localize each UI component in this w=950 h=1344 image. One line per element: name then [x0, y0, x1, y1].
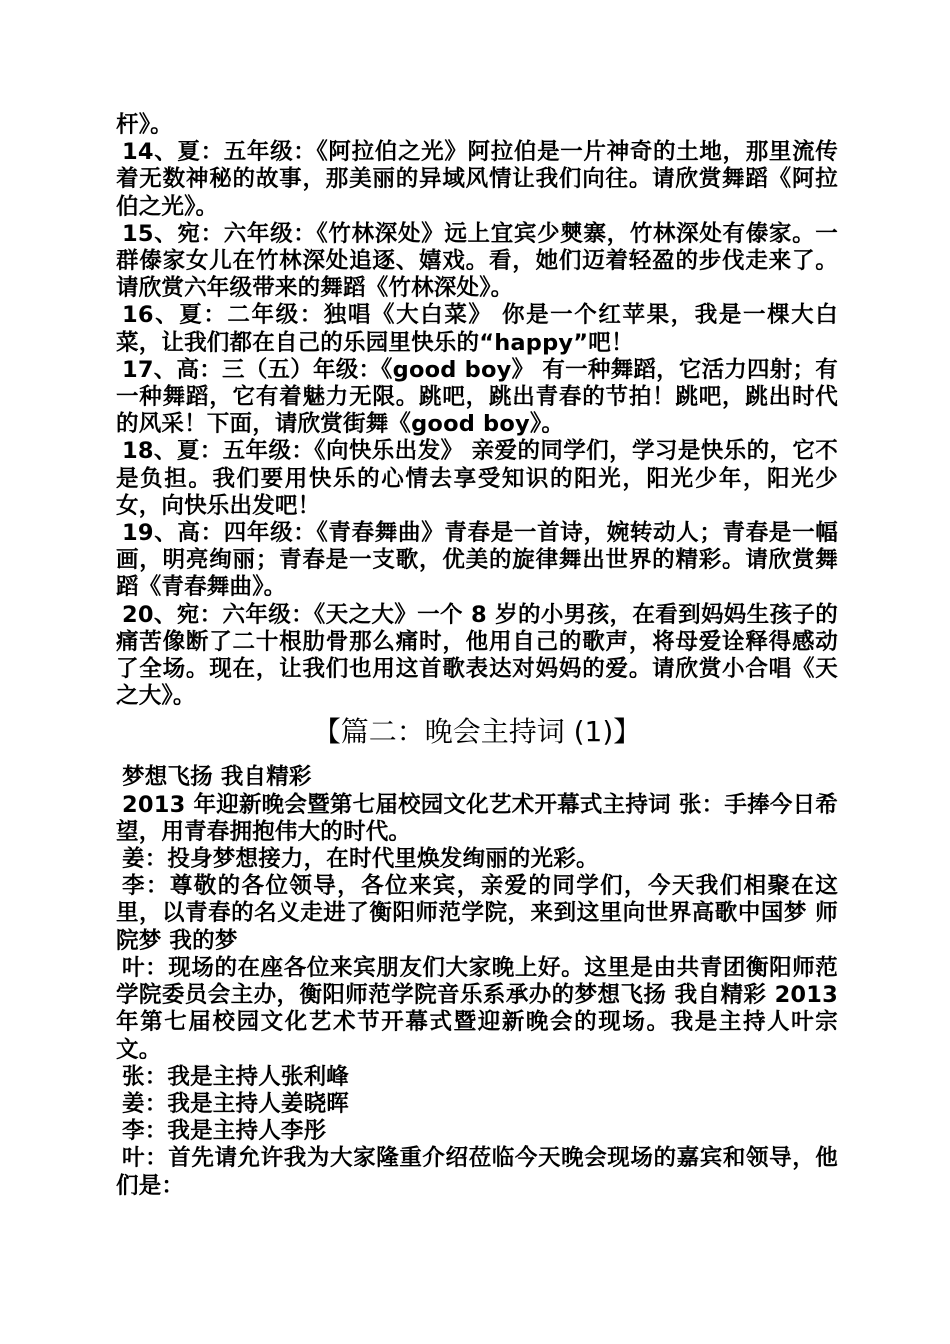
paragraph-item-19: 19、高：四年级：《青春舞曲》青春是一首诗，婉转动人；青春是一幅画，明亮绚丽；青春是一支歌，优美的旋律舞出世界的精彩。请欣赏舞蹈《青春舞曲》。 [116, 520, 838, 601]
paragraph-item-14: 14、夏：五年级：《阿拉伯之光》阿拉伯是一片神奇的土地，那里流传着无数神秘的故事，那美丽的异域风情让我们向往。请欣赏舞蹈《阿拉伯之光》。 [116, 139, 838, 220]
paragraph-item-20: 20、宛：六年级：《天之大》一个 8 岁的小男孩，在看到妈妈生孩子的痛苦像断了二十根肋骨那么痛时，他用自己的歌声，将母爱诠释得感动了全场。现在，让我们也用这首歌表达对妈妈的爱。请欣赏小合唱《天之大》。 [116, 601, 838, 710]
paragraph-item-17: 17、高：三（五）年级：《good boy》 有一种舞蹈，它活力四射；有一种舞蹈，它有着魅力无限。跳吧，跳出青春的节拍！跳吧，跳出时代的风采！下面，请欣赏街舞《good boy》。 [116, 356, 838, 438]
document-page [116, 112, 838, 1200]
paragraph-jiang: 姜：投身梦想接力，在时代里焕发绚丽的光彩。 [122, 846, 599, 873]
paragraph-zhang-host: 张：我是主持人张利峰 [122, 1063, 350, 1090]
paragraph-continuation: 杆》。 [116, 112, 173, 138]
paragraph-li: 李：尊敬的各位领导，各位来宾，亲爱的同学们，今天我们相聚在这里，以青春的名义走进了衡阳师范学院，来到这里向世界高歌中国梦 师院梦 我的梦 [116, 873, 838, 954]
paragraph-item-18: 18、夏：五年级：《向快乐出发》 亲爱的同学们，学习是快乐的，它不是负担。我们要用快乐的心情去享受知识的阳光，阳光少年，阳光少女，向快乐出发吧！ [116, 438, 838, 519]
paragraph-intro: 2013 年迎新晚会暨第七届校园文化艺术开幕式主持词 张：手捧今日希望，用青春拥抱伟大的时代。 [116, 791, 838, 845]
paragraph-ye: 叶：现场的在座各位来宾朋友们大家晚上好。这里是由共青团衡阳师范学院委员会主办，衡阳师范学院音乐系承办的梦想飞扬 我自精彩 2013 年第七届校园文化艺术节开幕式暨迎新晚会的现场。我是主持人叶宗文。 [116, 954, 838, 1063]
paragraph-jiang-host: 姜：我是主持人姜晓晖 [122, 1090, 350, 1117]
section-heading: 【篇二：晚会主持词 (1)】 [312, 715, 642, 749]
paragraph-item-16: 16、夏：二年级：独唱《大白菜》 你是一个红苹果，我是一棵大白菜，让我们都在自己的乐园里快乐的“happy”吧！ [116, 302, 838, 356]
paragraph-item-15: 15、宛：六年级：《竹林深处》远上宜宾少僰寨，竹林深处有傣家。一群傣家女儿在竹林深处追逐、嬉戏。看，她们迈着轻盈的步伐走来了。请欣赏六年级带来的舞蹈《竹林深处》。 [116, 220, 838, 302]
paragraph-li-host: 李：我是主持人李彤 [122, 1118, 327, 1145]
subtitle-line: 梦想飞扬 我自精彩 [122, 764, 312, 791]
paragraph-ye-intro-guests: 叶：首先请允许我为大家隆重介绍莅临今天晚会现场的嘉宾和领导，他们是： [116, 1145, 838, 1199]
